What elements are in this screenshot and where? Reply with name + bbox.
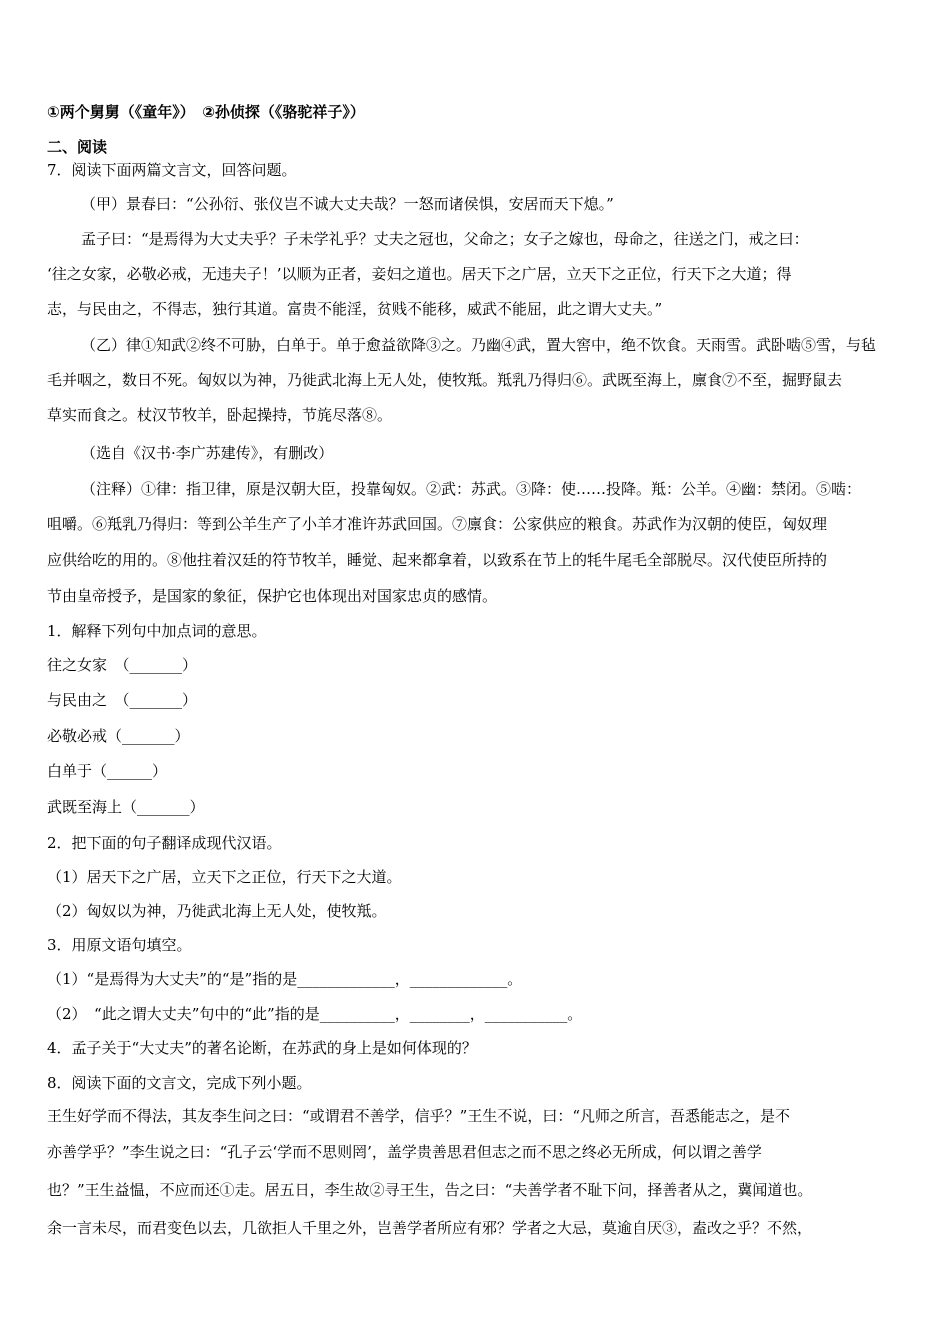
- text-jia-line-3: ‘往之女家，必敬必戒，无违夫子！’以顺为正者，妾妇之道也。居天下之广居，立天下之正位，行天下之大道；得: [47, 265, 792, 283]
- sub1-item-d: 白单于（______）: [47, 762, 168, 780]
- sub1-item-c: 必敬必戒（_______）: [47, 727, 190, 745]
- sub1-item-e: 武既至海上（_______）: [47, 798, 205, 816]
- sub4-stem: 4．孟子关于“大丈夫”的著名论断，在苏武的身上是如何体现的？: [47, 1039, 477, 1057]
- note-line-2: 咀嚼。⑥羝乳乃得归：等到公羊生产了小羊才准许苏武回国。⑦廪食：公家供应的粮食。苏武作为汉朝的使臣，匈奴理: [47, 515, 828, 533]
- sub2-item-1: （1）居天下之广居，立天下之正位，行天下之大道。: [47, 868, 402, 886]
- text-jia-line-1: （甲）景春曰：“公孙衍、张仪岂不诚大丈夫哉？一怒而诸侯惧，安居而天下熄。”: [81, 195, 614, 213]
- q8-passage-line-4: 余一言未尽，而君变色以去，几欲拒人千里之外，岂善学者所应有邪？学者之大忌，莫逾自厌③，盍改之乎？不然，: [47, 1219, 813, 1237]
- text-jia-line-4: 志，与民由之，不得志，独行其道。富贵不能淫，贫贱不能移，威武不能屈，此之谓大丈夫。”: [47, 300, 663, 318]
- q8-passage-line-1: 王生好学而不得法，其友李生问之曰：“或谓君不善学，信乎？”王生不说，曰：“凡师之所言，吾悉能志之，是不: [47, 1107, 791, 1125]
- sub3-stem: 3．用原文语句填空。: [47, 936, 192, 954]
- sub1-stem: 1．解释下列句中加点词的意思。: [47, 622, 267, 640]
- sub3-item-1: （1）“是焉得为大丈夫”的“是”指的是_____________，_____________。: [47, 970, 523, 988]
- sub1-item-b: 与民由之 （_______）: [47, 691, 198, 709]
- note-line-3: 应供给吃的用的。⑧他拄着汉廷的符节牧羊，睡觉、起来都拿着，以致系在节上的牦牛尾毛全部脱尽。汉代使臣所持的: [47, 551, 828, 569]
- q8-passage-line-3: 也？”王生益愠，不应而还①走。居五日，李生故②寻王生，告之曰：“夫善学者不耻下问，择善者从之，冀闻道也。: [47, 1181, 813, 1199]
- note-line-4: 节由皇帝授予，是国家的象征，保护它也体现出对国家忠贞的感情。: [47, 587, 498, 605]
- sub2-item-2: （2）匈奴以为神，乃徙武北海上无人处，使牧羝。: [47, 902, 387, 920]
- sub3-item-2: （2） “此之谓大丈夫”句中的“此”指的是__________，________，___________。: [47, 1005, 583, 1023]
- text-yi-line-1: （乙）律①知武②终不可胁，白单于。单于愈益欲降③之。乃幽④武，置大窖中，绝不饮食。天雨雪。武卧啮⑤雪，与毡: [81, 336, 877, 354]
- text-jia-line-2: 孟子曰：“是焉得为大丈夫乎？子未学礼乎？丈夫之冠也，父命之；女子之嫁也，母命之，往送之门，戒之曰：: [81, 230, 809, 248]
- sub2-stem: 2．把下面的句子翻译成现代汉语。: [47, 834, 282, 852]
- answer-line: ①两个舅舅（《童年》） ②孙侦探（《骆驼祥子》）: [47, 103, 365, 121]
- q8-stem: 8．阅读下面的文言文，完成下列小题。: [47, 1074, 312, 1092]
- note-line-1: （注释）①律：指卫律，原是汉朝大臣，投靠匈奴。②武：苏武。③降：使……投降。羝：公羊。④幽：禁闭。⑤啮：: [81, 480, 862, 498]
- source-citation: （选自《汉书·李广苏建传》，有删改）: [81, 444, 334, 462]
- text-yi-line-2: 毛并咽之，数日不死。匈奴以为神，乃徙武北海上无人处，使牧羝。羝乳乃得归⑥。武既至海上，廪食⑦不至，掘野鼠去: [47, 371, 843, 389]
- section-title: 二、阅读: [47, 138, 108, 156]
- sub1-item-a: 往之女家 （_______）: [47, 656, 198, 674]
- q8-passage-line-2: 亦善学乎？”李生说之曰：“孔子云‘学而不思则罔’，盖学贵善思君但志之而不思之终必无所成，何以谓之善学: [47, 1143, 762, 1161]
- q7-stem: 7．阅读下面两篇文言文，回答问题。: [47, 161, 297, 179]
- text-yi-line-3: 草实而食之。杖汉节牧羊，卧起操持，节旄尽落⑧。: [47, 406, 393, 424]
